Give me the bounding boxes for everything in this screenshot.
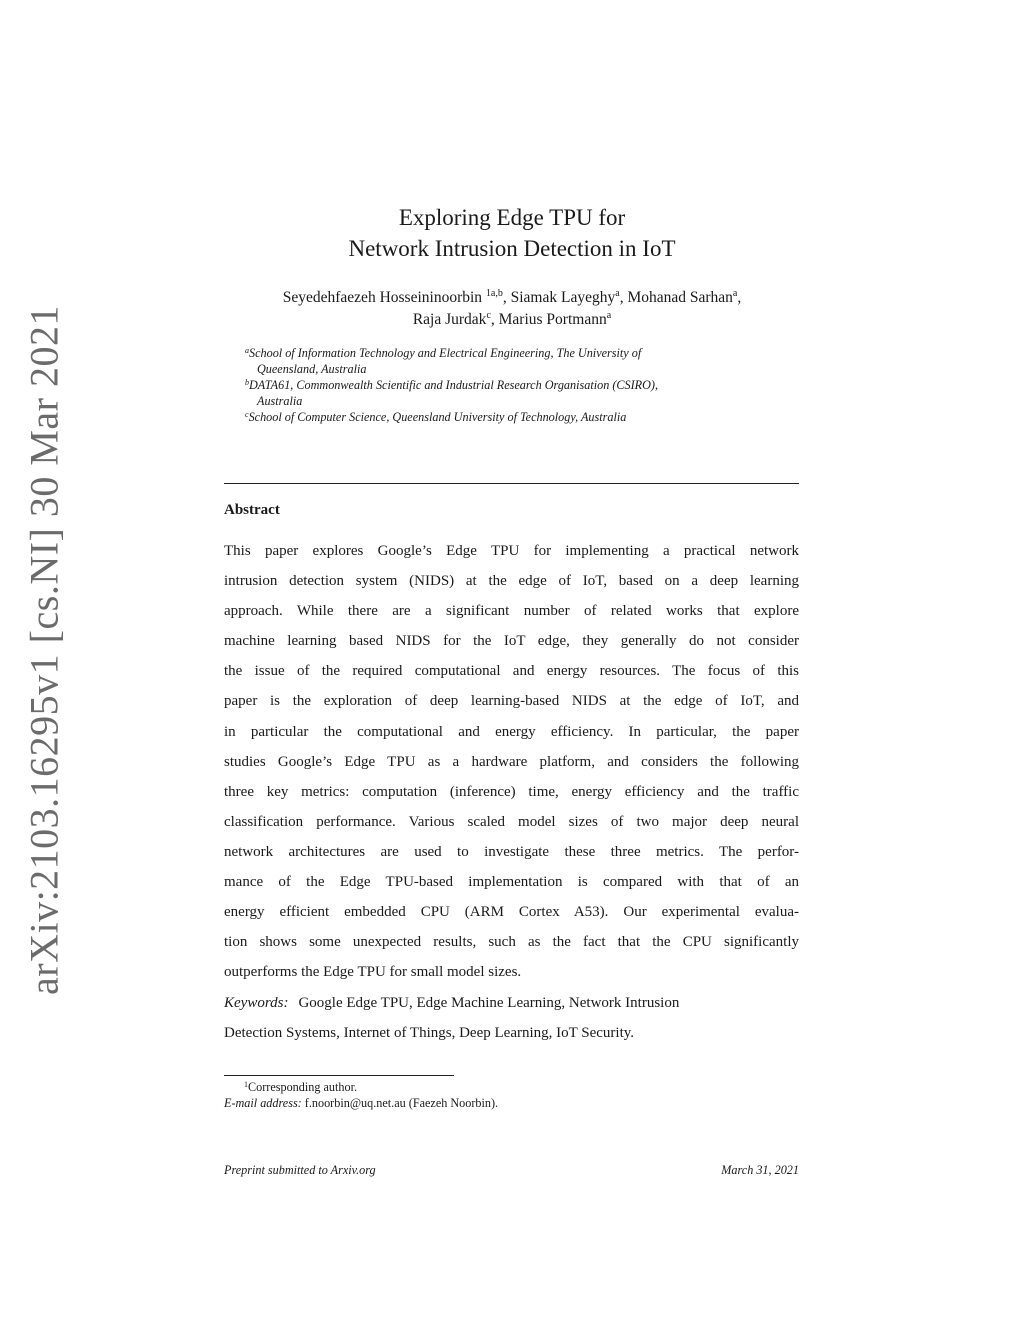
abstract-top-rule [224, 483, 799, 484]
abstract-line: intrusion detection system (NIDS) at the edge of IoT, based on a deep learning [224, 573, 799, 590]
author-name: Siamak Layeghy [510, 289, 616, 306]
abstract-line: energy efficient embedded CPU (ARM Cortex A53). Our experimental evalua- [224, 904, 799, 921]
abstract-line: paper is the exploration of deep learning-based NIDS at the edge of IoT, and [224, 693, 799, 710]
author-affil-mark: c [486, 310, 491, 321]
abstract-line: mance of the Edge TPU-based implementation is compared with that of an [224, 874, 799, 891]
author-separator: , [619, 289, 628, 306]
affiliation-mark: b [245, 378, 249, 387]
keywords-text: Google Edge TPU, Edge Machine Learning, Network Intrusion [298, 995, 680, 1011]
affiliation-a-continued: Queensland, Australia [257, 362, 367, 376]
preprint-note: Preprint submitted to Arxiv.org [224, 1163, 376, 1177]
affiliation-mark: c [245, 410, 249, 419]
affiliations [245, 345, 805, 425]
paper-title [0, 202, 1024, 264]
affiliation-text: School of Information Technology and Electrical Engineering, The University of [249, 346, 642, 360]
affiliation-c [245, 409, 805, 425]
title-line-2: Network Intrusion Detection in IoT [348, 236, 676, 261]
author-affil-mark: a [615, 288, 620, 299]
abstract-line: This paper explores Google’s Edge TPU for implementing a practical network [224, 543, 799, 559]
author-affil-mark: a [606, 310, 612, 321]
footnotes [224, 1079, 498, 1111]
author-list [0, 287, 1024, 331]
abstract-line: the issue of the required computational and energy resources. The focus of this [224, 663, 799, 680]
abstract-line: network architectures are used to investigate these three metrics. The perfor- [224, 843, 799, 860]
abstract-line: studies Google’s Edge TPU as a hardware platform, and considers the following [224, 753, 799, 770]
affiliation-a [245, 345, 805, 361]
abstract-heading: Abstract [224, 502, 280, 518]
title-line-1: Exploring Edge TPU for [398, 205, 626, 230]
author-line-1 [0, 287, 1024, 309]
author-separator: , [490, 311, 499, 328]
footnote-mark: 1 [244, 1080, 248, 1089]
arxiv-identifier-text: arXiv:2103.16295v1 [cs.NI] 30 Mar 2021 [21, 305, 67, 995]
author-separator: , [502, 289, 511, 306]
keywords-label: Keywords: [224, 995, 289, 1011]
email-address: f.noorbin@uq.net.au (Faezeh Noorbin). [304, 1096, 499, 1110]
author-separator: , [737, 289, 742, 306]
abstract-line: three key metrics: computation (inference) time, energy efficiency and the traffic [224, 783, 799, 800]
author-affil-mark: a [732, 288, 738, 299]
footnote-rule [224, 1075, 454, 1076]
affiliation-b [245, 377, 805, 393]
abstract-line: approach. While there are a significant number of related works that explore [224, 603, 799, 620]
abstract-line: machine learning based NIDS for the IoT edge, they generally do not consider [224, 633, 799, 650]
author-affil-mark: 1a,b [485, 288, 503, 299]
abstract-line: outperforms the Edge TPU for small model sizes. [224, 964, 522, 981]
footnote-email [224, 1095, 498, 1111]
keywords-line-2: Detection Systems, Internet of Things, Deep Learning, IoT Security. [224, 1025, 635, 1042]
author-name: Raja Jurdak [412, 311, 487, 328]
keywords [224, 988, 799, 1048]
author-line-2 [0, 309, 1024, 331]
footnote-text: Corresponding author. [248, 1080, 357, 1094]
preprint-date: March 31, 2021 [721, 1163, 799, 1177]
footnote-corresponding [224, 1079, 498, 1095]
author-name: Seyedehfaezeh Hosseininoorbin [282, 289, 486, 306]
author-name: Marius Portmann [498, 311, 607, 328]
abstract-line: tion shows some unexpected results, such as the fact that the CPU significantly [224, 934, 799, 951]
affiliation-b-continued: Australia [257, 394, 303, 408]
keywords-line-1 [224, 988, 799, 1018]
affiliation-text: School of Computer Science, Queensland University of Technology, Australia [248, 410, 627, 424]
email-label: E-mail address: [224, 1096, 302, 1110]
abstract-line: classification performance. Various scaled model sizes of two major deep neural [224, 813, 799, 830]
affiliation-mark: a [245, 346, 249, 355]
affiliation-text: DATA61, Commonwealth Scientific and Industrial Research Organisation (CSIRO), [249, 378, 659, 392]
abstract-line: in particular the computational and energy efficiency. In particular, the paper [224, 723, 799, 740]
abstract-body [224, 536, 799, 987]
author-name: Mohanad Sarhan [627, 289, 733, 306]
